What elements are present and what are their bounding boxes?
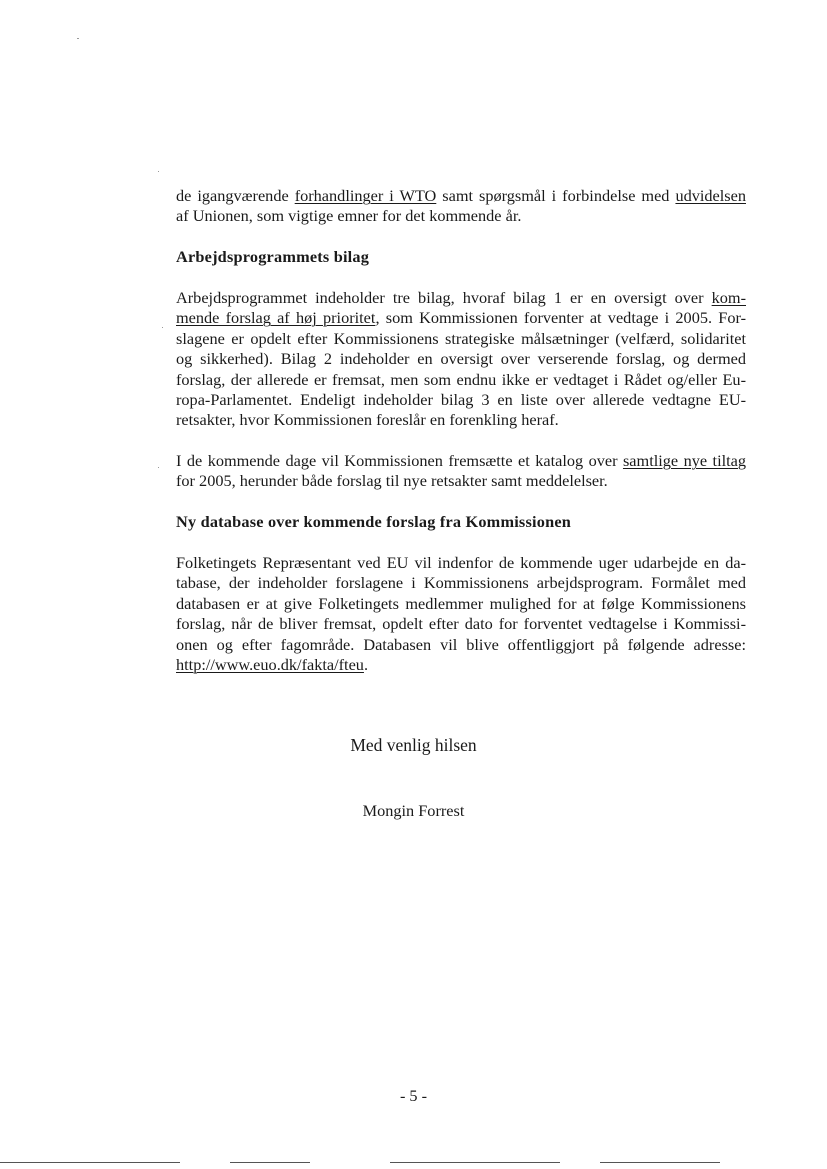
link-forhandlinger-wto[interactable]: forhandlinger i WTO xyxy=(294,186,437,205)
section-heading-database: Ny database over kommende forslag fra Kommissionen xyxy=(176,512,572,532)
text-line xyxy=(176,186,746,206)
text-run: , som Kommissionen forventer at vedtage i 2005. For- xyxy=(375,308,746,328)
scan-edge-rule xyxy=(230,1162,310,1163)
text-line: forslag, der allerede er fremsat, men som endnu ikke er vedtaget i Rådet og/eller Eu- xyxy=(176,369,746,389)
signature-name: Mongin Forrest xyxy=(362,801,465,820)
text-run: de igangværende xyxy=(176,186,295,205)
text-line: onen og efter fagområde. Databasen vil blive offentliggjort på følgende adresse: xyxy=(176,634,746,654)
link-kommende-forslag-cont[interactable]: mende forslag af høj prioritet xyxy=(176,308,376,328)
paragraph-wto xyxy=(176,186,746,227)
text-line: databasen er at give Folketingets medlemmer mulighed for at følge Kommissionens xyxy=(176,593,746,613)
link-udvidelsen[interactable]: udvidelsen xyxy=(675,186,746,205)
text-line xyxy=(176,655,746,675)
scan-speck xyxy=(158,467,159,468)
link-samtlige-nye-tiltag[interactable]: samtlige nye tiltag xyxy=(622,451,747,471)
scan-speck xyxy=(158,171,159,172)
text-line xyxy=(176,451,746,471)
paragraph-database xyxy=(176,553,746,675)
scan-edge-rule xyxy=(0,1162,180,1163)
text-line: og sikkerhed). Bilag 2 indeholder en oversigt over verserende forslag, og dermed xyxy=(176,349,746,369)
scan-edge-rule xyxy=(390,1162,560,1163)
paragraph-bilag xyxy=(176,288,746,431)
text-line: retsakter, hvor Kommissionen foreslår en forenkling heraf. xyxy=(176,410,559,430)
link-euo-database-url[interactable]: http://www.euo.dk/fakta/fteu xyxy=(176,654,364,674)
closing-greeting: Med venlig hilsen xyxy=(350,735,477,755)
paragraph-katalog xyxy=(176,451,746,492)
text-line: af Unionen, som vigtige emner for det kommende år. xyxy=(176,206,522,226)
section-heading-bilag: Arbejdsprogrammets bilag xyxy=(176,247,370,267)
page-number: - 5 - xyxy=(399,1086,428,1105)
text-line: Folketingets Repræsentant ved EU vil indenfor de kommende uger udarbejde en da- xyxy=(176,553,746,573)
text-line: forslag, når de bliver fremsat, opdelt efter dato for forventet vedtagelse i Kommissi- xyxy=(176,614,746,634)
text-line: ropa-Parlamentet. Endeligt indeholder bilag 3 en liste over allerede vedtagne EU- xyxy=(176,389,746,409)
scan-edge-rule xyxy=(600,1162,720,1163)
text-line: tabase, der indeholder forslagene i Kommissionens arbejdsprogram. Formålet med xyxy=(176,573,746,593)
scan-speck xyxy=(77,38,79,39)
text-run: . xyxy=(363,654,369,674)
text-line: slagene er opdelt efter Kommissionens strategiske målsætninger (velfærd, solidaritet xyxy=(176,328,746,348)
text-run: Arbejdsprogrammet indeholder tre bilag, hvoraf bilag 1 er en oversigt over xyxy=(176,287,712,307)
text-line xyxy=(176,308,746,328)
text-run: samt spørgsmål i forbindelse med xyxy=(436,186,676,205)
body-text xyxy=(176,186,746,675)
link-kommende-forslag[interactable]: kom- xyxy=(711,287,746,307)
text-line: for 2005, herunder både forslag til nye retsakter samt meddelelser. xyxy=(176,471,608,491)
scan-speck xyxy=(162,327,163,328)
text-line xyxy=(176,288,746,308)
text-run: I de kommende dage vil Kommissionen fremsætte et katalog over xyxy=(176,451,623,471)
